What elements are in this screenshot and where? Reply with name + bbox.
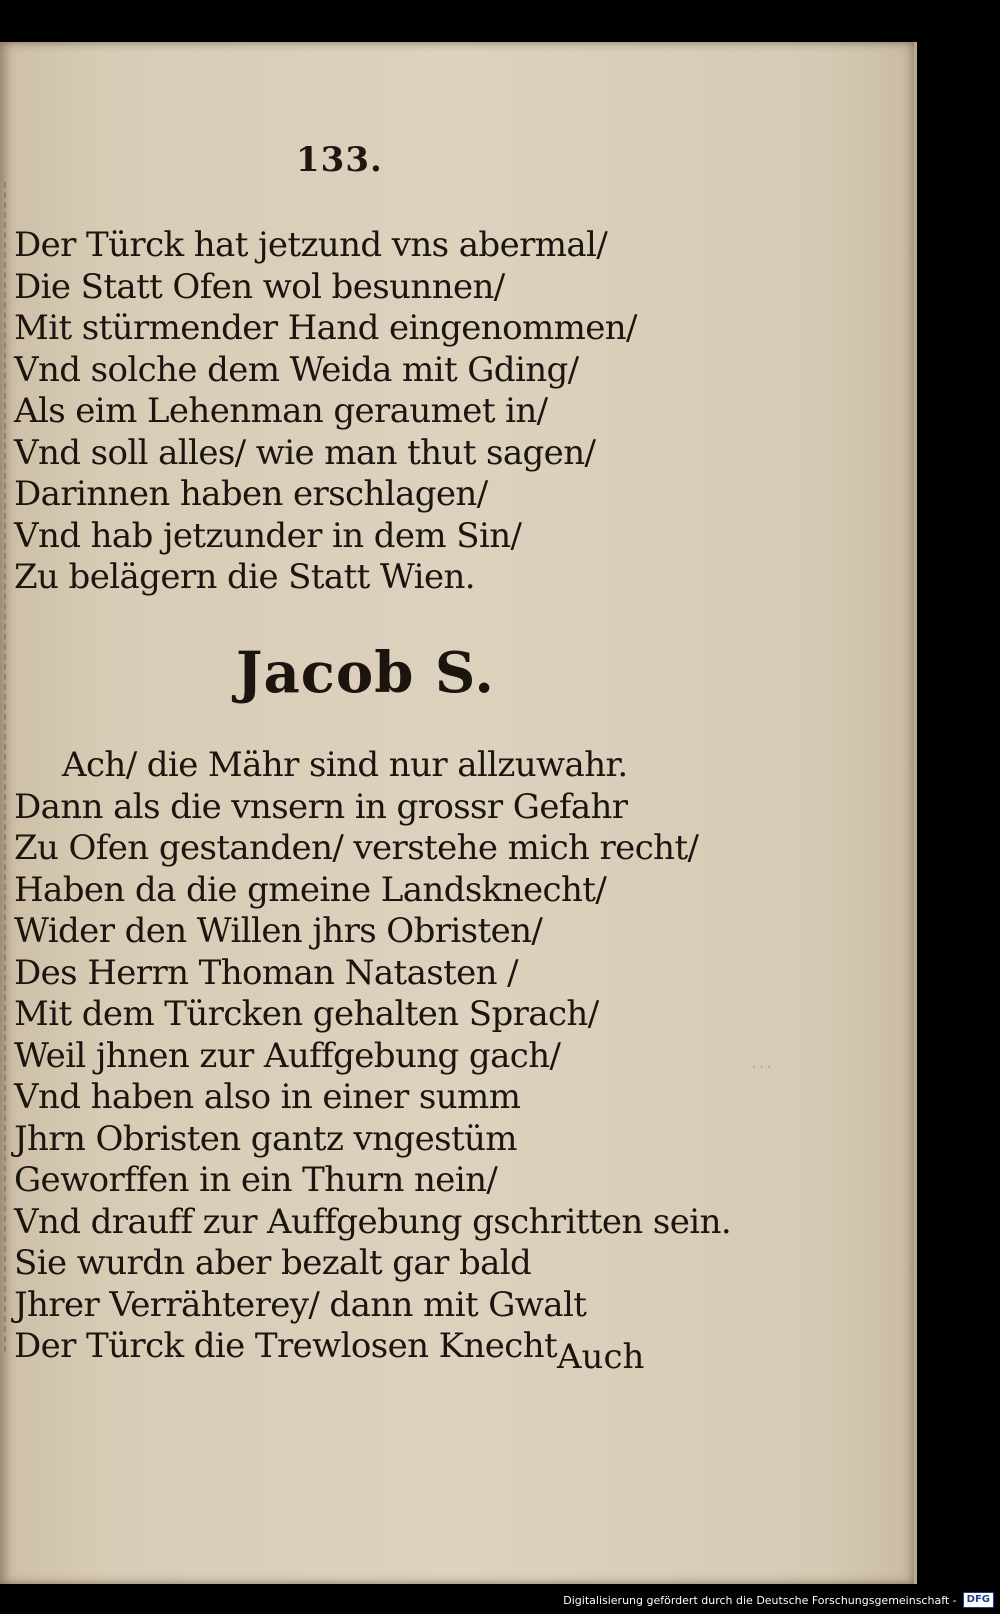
verse-line: Ach/ die Mähr sind nur allzuwahr. — [62, 745, 628, 785]
dfg-logo-icon: DFG — [963, 1592, 994, 1608]
verse-line: Vnd drauff zur Auffgebung gschritten sein. — [14, 1201, 732, 1242]
verse-line: Mit dem Türcken gehalten Sprach/ — [14, 994, 599, 1034]
verse-line: Vnd soll alles/ wie man thut sagen/ — [14, 432, 596, 473]
catchword: Auch — [557, 1337, 645, 1377]
verse-block-2 — [14, 745, 731, 1368]
footer-credit-text: Digitalisierung gefördert durch die Deutsche Forschungsgemeinschaft - — [563, 1593, 957, 1607]
verse-line: Jhrer Verrähterey/ dann mit Gwalt — [14, 1284, 587, 1325]
gutter-shadow — [4, 182, 12, 1352]
page-number: 133. — [296, 140, 383, 180]
verse-line: Der Türck die Trewlosen Knecht — [14, 1326, 558, 1366]
verse-line: Sie wurdn aber bezalt gar bald — [14, 1243, 532, 1283]
verse-line: Dann als die vnsern in grossr Gefahr — [14, 786, 628, 827]
verse-line: Jhrn Obristen gantz vngestüm — [14, 1118, 517, 1159]
verse-line: Geworffen in ein Thurn nein/ — [14, 1160, 498, 1200]
verse-line: Zu belägern die Statt Wien. — [14, 557, 475, 597]
verse-line: Haben da die gmeine Landsknecht/ — [14, 869, 607, 910]
verse-line: Zu Ofen gestanden/ verstehe mich recht/ — [14, 828, 699, 868]
speaker-heading: Jacob S. — [236, 640, 495, 706]
book-page — [0, 42, 917, 1584]
verse-line: Der Türck hat jetzund vns abermal/ — [14, 225, 608, 265]
digitization-footer — [563, 1588, 994, 1612]
verse-line: Vnd solche dem Weida mit Gding/ — [14, 349, 579, 390]
verse-line: Vnd haben also in einer summ — [14, 1077, 521, 1117]
verse-line: Darinnen haben erschlagen/ — [14, 474, 488, 514]
ink-bleed-marks: · · · — [752, 1060, 772, 1074]
verse-line: Als eim Lehenman geraumet in/ — [14, 391, 548, 431]
verse-block-1 — [14, 225, 637, 599]
verse-line: Vnd hab jetzunder in dem Sin/ — [14, 515, 522, 556]
verse-line: Wider den Willen jhrs Obristen/ — [14, 911, 543, 951]
verse-line: Des Herrn Thoman Natasten / — [14, 952, 519, 993]
verse-line: Weil jhnen zur Auffgebung gach/ — [14, 1035, 561, 1076]
verse-line: Die Statt Ofen wol besunnen/ — [14, 266, 505, 307]
verse-line: Mit stürmender Hand eingenommen/ — [14, 308, 637, 348]
